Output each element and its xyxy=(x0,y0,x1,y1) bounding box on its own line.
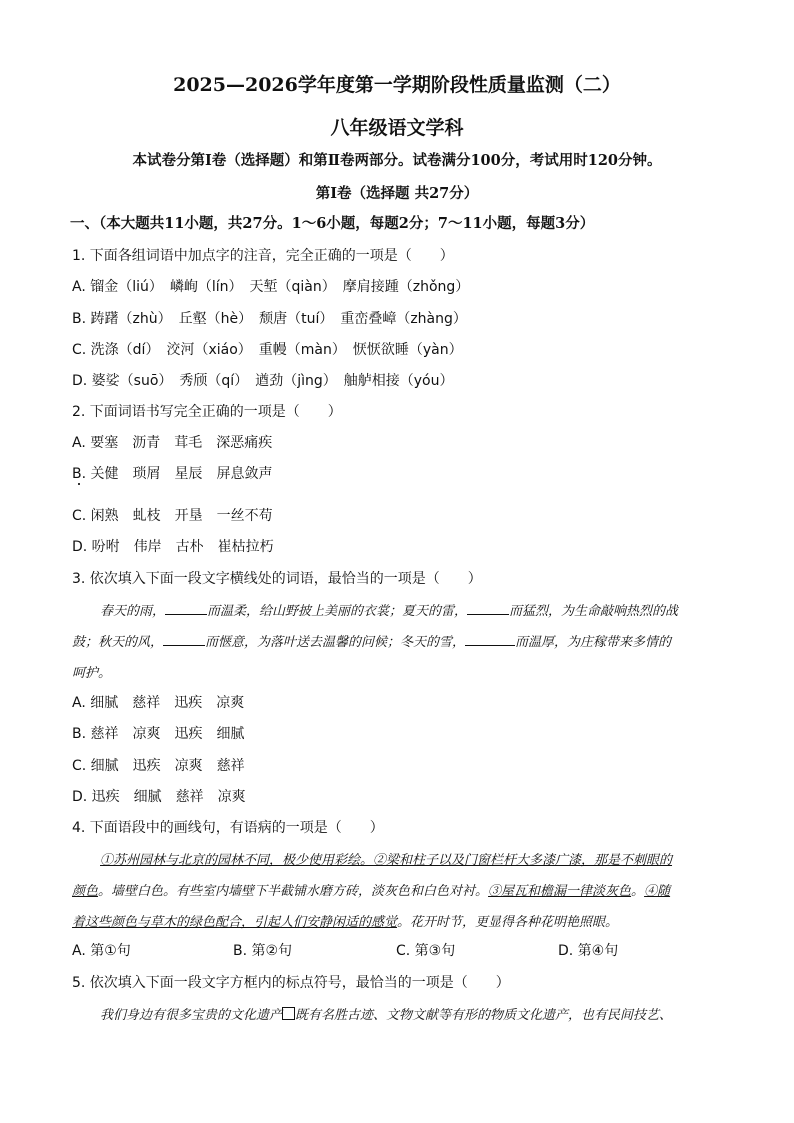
part-heading: 第Ⅰ卷（选择题 共27分） xyxy=(315,185,479,202)
exam-note: 本试卷分第Ⅰ卷（选择题）和第Ⅱ卷两部分。试卷满分100分，考试用时120分钟。 xyxy=(132,152,662,169)
q4-option-b: B. 第②句 xyxy=(233,943,293,959)
q4-passage-line-2 xyxy=(72,880,722,899)
q4-underlined-sentence-3: ③屋瓦和檐漏一律淡灰色 xyxy=(488,884,632,899)
q3-text: 鼓；秋天的风， xyxy=(72,635,164,650)
fill-blank xyxy=(163,633,205,646)
q1-stem: 1. 下面各组词语中加点字的注音，完全正确的一项是（ ） xyxy=(72,248,454,264)
q4-option-a: A. 第①句 xyxy=(72,943,131,959)
q1-option-a: A. 镏金（liú） 嶙峋（lín） 天堑（qiàn） 摩肩接踵（zhǒng） xyxy=(72,279,470,295)
punctuation-box xyxy=(282,1007,295,1020)
q4-option-c: C. 第③句 xyxy=(396,943,456,959)
q4-underlined-sentence-2: ②梁和柱子以及门窗栏杆大多漆广漆，那是不刺眼的 xyxy=(373,853,673,868)
q4-text: 。花开时节，更显得各种花明艳照眼。 xyxy=(397,915,619,930)
q2-option-d: D. 吩咐 伟岸 古朴 崔枯拉朽 xyxy=(72,539,274,555)
exam-title: 2025—2026学年度第一学期阶段性质量监测（二） xyxy=(173,74,621,96)
q3-option-a: A. 细腻 慈祥 迅疾 凉爽 xyxy=(72,695,245,711)
q2-option-c: C. 闲熟 虬枝 开垦 一丝不苟 xyxy=(72,508,273,524)
fill-blank xyxy=(465,633,515,646)
q2-option-a: A. 要塞 沥青 茸毛 深恶痛疾 xyxy=(72,435,273,451)
q4-passage-line-3 xyxy=(72,911,722,930)
q5-text: 我们身边有很多宝贵的文化遗产 xyxy=(100,1008,283,1023)
q3-passage-line-2 xyxy=(72,631,722,650)
q3-passage-line-3: 呵护。 xyxy=(72,666,112,681)
q3-passage-line-1 xyxy=(100,600,750,619)
q3-text: 而惬意，为落叶送去温馨的问候；冬天的雪， xyxy=(205,635,466,650)
q2-stem: 2. 下面词语书写完全正确的一项是（ ） xyxy=(72,404,342,420)
q4-underlined-sentence-4-cont: 着这些颜色与草木的绿色配合，引起人们安静闲适的感觉 xyxy=(72,915,398,930)
q3-stem: 3. 依次填入下面一段文字横线处的词语，最恰当的一项是（ ） xyxy=(72,571,482,587)
q3-text: 春天的雨， xyxy=(100,604,166,619)
q3-option-c: C. 细腻 迅疾 凉爽 慈祥 xyxy=(72,758,245,774)
fill-blank xyxy=(467,602,509,615)
q4-option-d: D. 第④句 xyxy=(558,943,619,959)
q4-text: 。 xyxy=(631,884,645,899)
q2-option-b: B. 关健 琐屑 星辰 屏息敛声 xyxy=(72,466,273,482)
q5-passage-line-1 xyxy=(100,1004,750,1023)
q4-underlined-sentence-1: ①苏州园林与北京的园林不同，极少使用彩绘。 xyxy=(100,853,374,868)
q4-text: 。墙壁白色。有些室内墙壁下半截铺水磨方砖，淡灰色和白色对衬。 xyxy=(98,884,489,899)
q4-passage-line-1 xyxy=(100,849,750,868)
q3-text: 而温柔，给山野披上美丽的衣裳；夏天的雷， xyxy=(207,604,468,619)
q3-option-b: B. 慈祥 凉爽 迅疾 细腻 xyxy=(72,726,245,742)
q3-text: 而猛烈，为生命敲响热烈的战 xyxy=(509,604,679,619)
fill-blank xyxy=(165,602,207,615)
q5-stem: 5. 依次填入下面一段文字方框内的标点符号，最恰当的一项是（ ） xyxy=(72,975,510,991)
q4-stem: 4. 下面语段中的画线句，有语病的一项是（ ） xyxy=(72,820,384,836)
q5-text: 既有名胜古迹、文物文献等有形的物质文化遗产，也有民间技艺、 xyxy=(295,1008,673,1023)
q4-underlined-sentence-2-end: 颜色 xyxy=(72,884,99,899)
section-heading: 一、（本大题共11小题，共27分。1～6小题，每题2分；7～11小题，每题3分） xyxy=(70,215,595,232)
q1-option-d: D. 婆娑（suō） 秀颀（qí） 遒劲（jìng） 舳舻相接（yóu） xyxy=(72,373,454,389)
stray-dot xyxy=(78,483,80,485)
q1-option-b: B. 踌躇（zhù） 丘壑（hè） 颓唐（tuí） 重峦叠嶂（zhàng） xyxy=(72,311,467,327)
exam-subtitle: 八年级语文学科 xyxy=(330,117,464,139)
q3-option-d: D. 迅疾 细腻 慈祥 凉爽 xyxy=(72,789,246,805)
q4-underlined-sentence-4: ④随 xyxy=(644,884,671,899)
q3-text: 而温厚，为庄稼带来多情的 xyxy=(515,635,672,650)
q1-option-c: C. 洗涤（dí） 洨河（xiáo） 重幔（màn） 恹恹欲睡（yàn） xyxy=(72,342,463,358)
